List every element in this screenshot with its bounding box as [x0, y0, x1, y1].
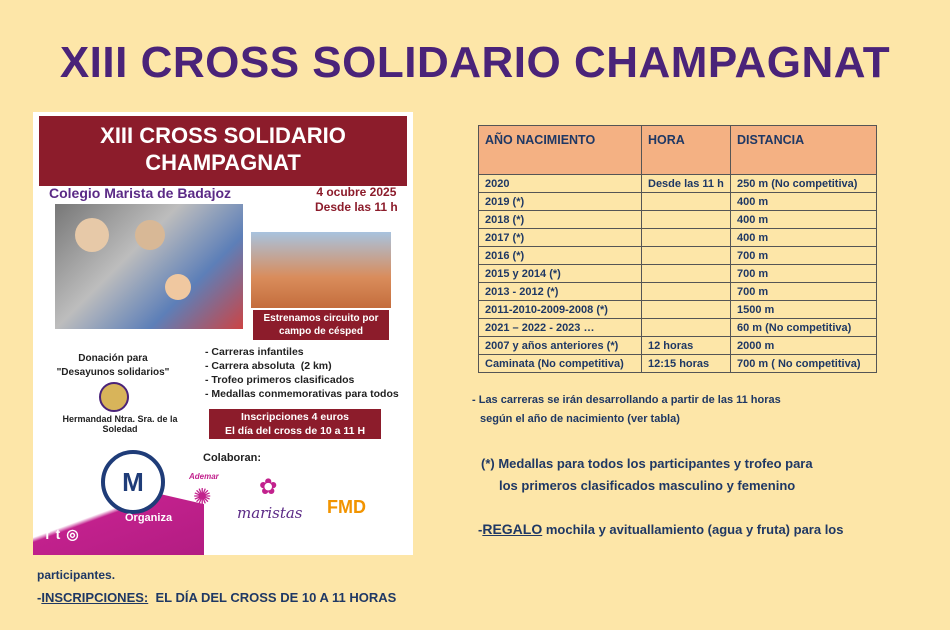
marista-logo: M	[101, 450, 165, 514]
poster-banner	[39, 116, 407, 186]
race-photo	[251, 232, 391, 308]
table-row	[479, 265, 877, 283]
distance-cell: 2000 m	[731, 337, 877, 355]
feature-item: - Trofeo primeros clasificados	[205, 374, 355, 386]
distance-table	[478, 125, 877, 373]
hour-cell	[642, 229, 731, 247]
distance-cell: 400 m	[731, 193, 877, 211]
hour-cell: 12:15 horas	[642, 355, 731, 373]
child-face-icon	[135, 220, 165, 250]
inscriptions-note	[37, 590, 396, 605]
brotherhood-name: Hermandad Ntra. Sra. de la Soledad	[62, 414, 178, 434]
table-row	[479, 355, 877, 373]
feature-item: - Carreras infantiles	[205, 346, 304, 358]
header-hour: HORA	[642, 126, 731, 175]
year-cell: 2017 (*)	[479, 229, 642, 247]
organize-label: Organiza	[125, 512, 173, 524]
gift-note	[478, 521, 843, 537]
table-row	[479, 247, 877, 265]
hour-cell: Desde las 11 h	[642, 175, 731, 193]
year-cell: 2007 y años anteriores (*)	[479, 337, 642, 355]
distance-cell: 1500 m	[731, 301, 877, 319]
gift-label: REGALO	[482, 521, 543, 537]
poster-banner-line2: CHAMPAGNAT	[145, 150, 301, 175]
poster-features-list	[205, 345, 399, 401]
lawn-banner	[253, 310, 389, 340]
poster-banner-line1: XIII CROSS SOLIDARIO	[100, 123, 346, 148]
year-cell: 2015 y 2014 (*)	[479, 265, 642, 283]
event-poster	[33, 112, 413, 555]
distance-cell: 700 m	[731, 265, 877, 283]
table-row	[479, 193, 877, 211]
donation-line1: Donación para	[78, 353, 148, 364]
follow-line2: comparte:	[43, 507, 92, 518]
lawn-line2: campo de césped	[279, 326, 363, 337]
medals-note-line1: (*) Medallas para todos los participantes y trofeo para	[481, 456, 813, 471]
distance-cell: 250 m (No competitiva)	[731, 175, 877, 193]
year-cell: 2016 (*)	[479, 247, 642, 265]
poster-date: 4 ocubre 2025	[316, 185, 397, 199]
distance-cell: 400 m	[731, 229, 877, 247]
hour-cell	[642, 247, 731, 265]
feature-item-label: - Carrera absoluta	[205, 360, 295, 372]
hour-cell	[642, 301, 731, 319]
poster-date-block	[315, 185, 398, 215]
table-row	[479, 175, 877, 193]
poster-inscriptions-line2: El día del cross de 10 a 11 H	[224, 425, 366, 437]
feature-item	[205, 359, 399, 373]
inscriptions-text: EL DÍA DEL CROSS DE 10 A 11 HORAS	[148, 590, 397, 605]
inscriptions-prefix: -	[37, 590, 42, 605]
donation-line2: "Desayunos solidarios"	[56, 367, 170, 378]
lawn-line1: Estrenamos circuito por	[263, 313, 379, 324]
twitter-icon[interactable]: t	[55, 526, 67, 542]
donation-text	[53, 352, 173, 380]
races-note	[472, 391, 781, 429]
races-note-line2: según el año de nacimiento (ver tabla)	[480, 413, 680, 425]
poster-time: Desde las 11 h	[315, 200, 398, 214]
distance-cell: 60 m (No competitiva)	[731, 319, 877, 337]
table-row	[479, 319, 877, 337]
inscriptions-label: INSCRIPCIONES:	[41, 590, 149, 605]
year-cell: 2011-2010-2009-2008 (*)	[479, 301, 642, 319]
table-row	[479, 337, 877, 355]
sponsor-fmd: FMD	[327, 497, 366, 517]
hour-cell	[642, 211, 731, 229]
children-running-photo	[55, 204, 243, 329]
feature-item: - Medallas conmemorativas para todos	[205, 388, 399, 400]
distance-cell: 700 m	[731, 247, 877, 265]
table-row	[479, 229, 877, 247]
table-row	[479, 301, 877, 319]
feature-item-distance: (2 km)	[300, 360, 332, 372]
poster-inscriptions-box	[209, 409, 381, 439]
year-cell: 2013 - 2012 (*)	[479, 283, 642, 301]
page-title: XIII CROSS SOLIDARIO CHAMPAGNAT	[59, 38, 891, 87]
collaborators-label: Colaboran:	[203, 452, 262, 464]
medals-note	[481, 453, 813, 497]
gift-prefix: -	[478, 522, 483, 537]
table-header-row	[479, 126, 877, 175]
child-face-icon	[75, 218, 109, 252]
social-icons	[45, 526, 85, 543]
sponsor-ademar: Ademar	[189, 472, 219, 481]
instagram-icon[interactable]: ◎	[66, 526, 85, 542]
medals-note-line2: los primeros clasificados masculino y femenino	[499, 478, 796, 493]
ademar-logo-icon: ✺	[193, 484, 212, 509]
follow-text	[43, 495, 96, 519]
maristas-flower-icon: ✿	[259, 474, 278, 499]
distance-cell: 700 m	[731, 283, 877, 301]
year-cell: 2021 – 2022 - 2023 …	[479, 319, 642, 337]
hour-cell: 12 horas	[642, 337, 731, 355]
hour-cell	[642, 283, 731, 301]
facebook-icon[interactable]: f	[45, 526, 56, 542]
hour-cell	[642, 193, 731, 211]
gift-note-continued: participantes.	[37, 568, 116, 582]
poster-school: Colegio Marista de Badajoz	[49, 185, 232, 201]
distance-cell: 400 m	[731, 211, 877, 229]
table-row	[479, 283, 877, 301]
sponsor-maristas: maristas	[237, 504, 303, 522]
child-face-icon	[165, 274, 191, 300]
header-distance: DISTANCIA	[731, 126, 877, 175]
hour-cell	[642, 265, 731, 283]
gift-text: mochila y avituallamiento (agua y fruta) para los	[542, 522, 844, 537]
poster-inscriptions-line1: Inscripciones 4 euros	[241, 411, 349, 423]
races-note-line1: - Las carreras se irán desarrollando a partir de las 11 horas	[472, 394, 781, 406]
distance-cell: 700 m ( No competitiva)	[731, 355, 877, 373]
year-cell: 2019 (*)	[479, 193, 642, 211]
year-cell: 2020	[479, 175, 642, 193]
year-cell: Caminata (No competitiva)	[479, 355, 642, 373]
hour-cell	[642, 319, 731, 337]
table-row	[479, 211, 877, 229]
brotherhood-emblem-icon	[99, 382, 129, 412]
year-cell: 2018 (*)	[479, 211, 642, 229]
header-year: AÑO NACIMIENTO	[479, 126, 642, 175]
follow-line1: Síguenos y	[43, 495, 97, 506]
